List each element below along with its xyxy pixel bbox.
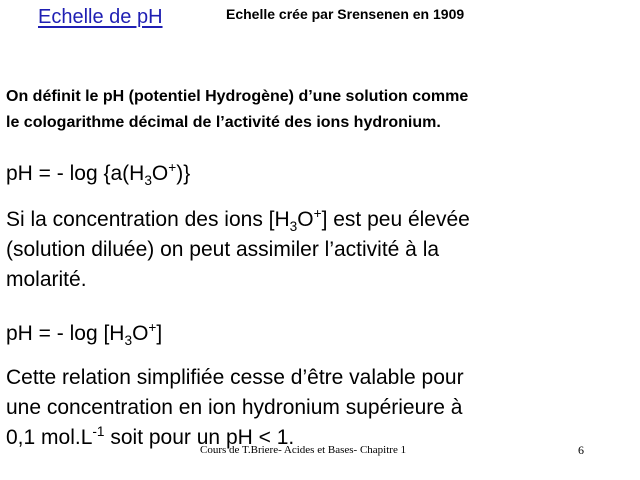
footer-text: Cours de T.Briere- Acides et Bases- Chapitre 1 xyxy=(200,444,407,456)
formula-activity xyxy=(6,159,191,188)
formula-activity-subscript: 3 xyxy=(144,172,152,188)
dilution-line-1-subscript: 3 xyxy=(289,218,298,234)
slide-title: Echelle de pH xyxy=(38,6,163,28)
formula-activity-superscript: + xyxy=(168,159,177,175)
formula-concentration-suffix: ] xyxy=(156,322,163,345)
formula-concentration-prefix: pH = - log [H xyxy=(6,322,125,345)
dilution-line-1-prefix: Si la concentration des ions [H xyxy=(6,208,290,231)
definition-line-2: le cologarithme décimal de l’activité des ions hydronium. xyxy=(6,114,441,131)
formula-concentration-subscript: 3 xyxy=(124,332,133,348)
formula-concentration-oxygen: O xyxy=(132,322,149,345)
slide-subtitle: Echelle crée par Srensenen en 1909 xyxy=(226,6,465,22)
paragraph-validity-line-1: Cette relation simplifiée cesse d’être valable pour xyxy=(6,366,464,389)
page-number: 6 xyxy=(578,443,584,457)
validity-line-3-suffix: soit pour un pH < 1. xyxy=(104,426,295,449)
validity-line-3-prefix: 0,1 mol.L xyxy=(6,426,93,449)
dilution-line-1-superscript: + xyxy=(313,205,322,221)
formula-activity-suffix: )} xyxy=(176,162,191,185)
validity-line-3-superscript: -1 xyxy=(92,423,105,439)
paragraph-dilution-line-3: molarité. xyxy=(6,268,87,291)
definition-line-1: On définit le pH (potentiel Hydrogène) d’une solution comme xyxy=(6,88,469,105)
paragraph-validity-line-2: une concentration en ion hydronium supérieure à xyxy=(6,396,463,419)
dilution-line-1-oxygen: O xyxy=(297,208,314,231)
formula-activity-prefix: pH = - log {a(H xyxy=(6,162,145,185)
formula-concentration xyxy=(6,319,163,348)
dilution-line-1-suffix: ] est peu élevée xyxy=(321,208,470,231)
formula-concentration-superscript: + xyxy=(148,319,157,335)
formula-activity-oxygen: O xyxy=(151,162,169,185)
paragraph-dilution-line-1 xyxy=(6,205,470,234)
paragraph-dilution-line-2: (solution diluée) on peut assimiler l’activité à la xyxy=(6,238,440,261)
